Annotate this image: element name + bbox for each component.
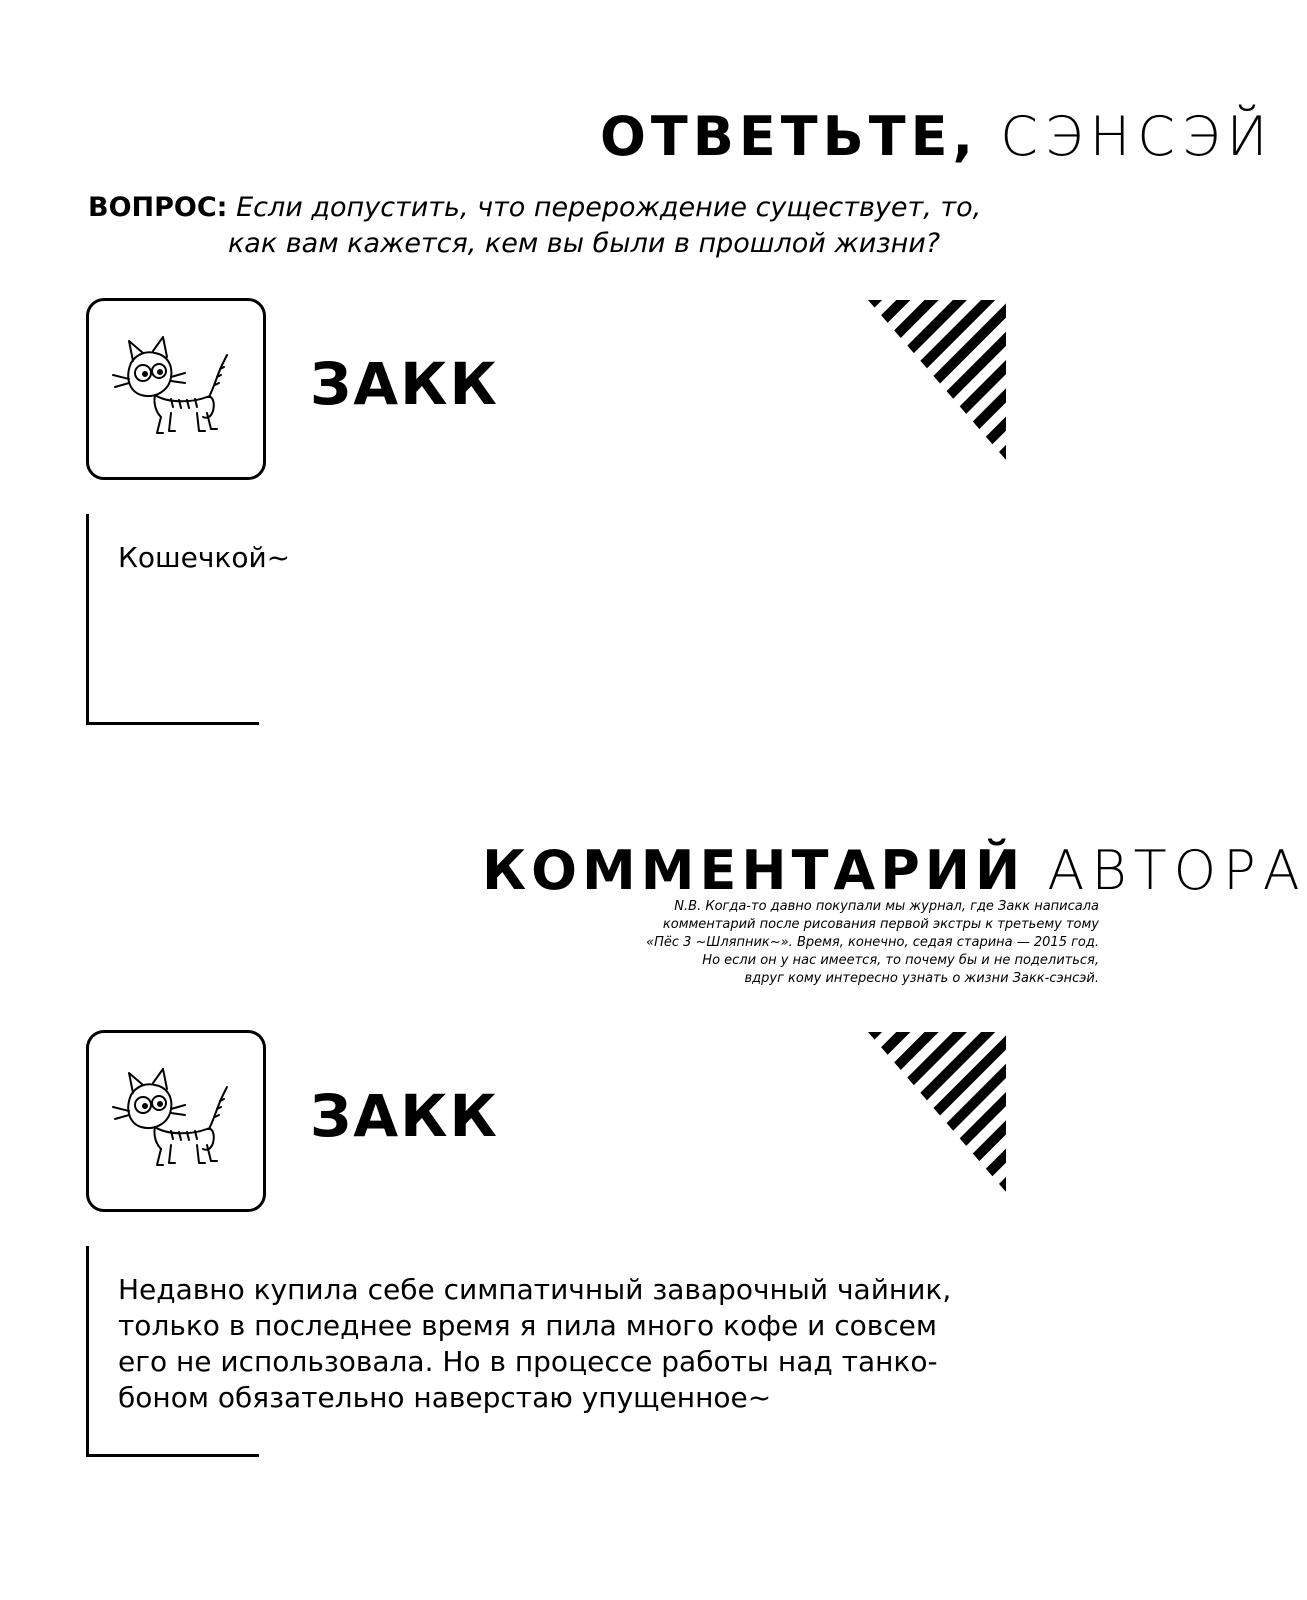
question-line-1: Если допустить, что перерождение существует, то, xyxy=(236,192,982,223)
note-line: N.B. Когда-то давно покупали мы журнал, где Закк написала xyxy=(674,899,1099,914)
note-line: «Пёс 3 ~Шляпник~». Время, конечно, седая старина — 2015 год. xyxy=(646,935,1099,950)
heading-light: СЭНСЭЙ xyxy=(1000,105,1275,168)
answer-line: его не использовала. Но в процессе работы над танко- xyxy=(118,1345,938,1378)
heading-answer-sensei xyxy=(600,105,1275,168)
heading-bold: ОТВЕТЬТЕ, xyxy=(600,105,979,168)
heading-author-comment xyxy=(482,839,1307,902)
answer-line: Недавно купила себе симпатичный заварочный чайник, xyxy=(118,1273,952,1306)
author-avatar xyxy=(86,1030,266,1212)
striped-triangle-decoration xyxy=(868,300,1006,460)
cat-icon xyxy=(111,1065,243,1175)
cat-icon xyxy=(111,333,243,443)
author-avatar xyxy=(86,298,266,480)
question-line-2: как вам кажется, кем вы были в прошлой жизни? xyxy=(228,228,941,259)
author-name: ЗАКК xyxy=(310,350,499,418)
answer-text: Кошечкой~ xyxy=(118,541,291,574)
note-line: Но если он у нас имеется, то почему бы и не поделиться, xyxy=(702,953,1099,968)
heading-light: АВТОРА xyxy=(1047,839,1307,902)
answer-line: только в последнее время я пила много кофе и совсем xyxy=(118,1309,938,1342)
translator-note xyxy=(579,898,1099,988)
note-line: вдруг кому интересно узнать о жизни Закк-сэнсэй. xyxy=(744,971,1099,986)
question-label: ВОПРОС: xyxy=(88,192,228,223)
answer-text xyxy=(118,1272,998,1416)
answer-line: боном обязательно наверстаю упущенное~ xyxy=(118,1381,772,1414)
question xyxy=(88,190,1028,262)
note-line: комментарий после рисования первой экстры к третьему тому xyxy=(662,917,1099,932)
author-name: ЗАКК xyxy=(310,1082,499,1150)
striped-triangle-decoration xyxy=(868,1032,1006,1192)
heading-bold: КОММЕНТАРИЙ xyxy=(482,839,1026,902)
